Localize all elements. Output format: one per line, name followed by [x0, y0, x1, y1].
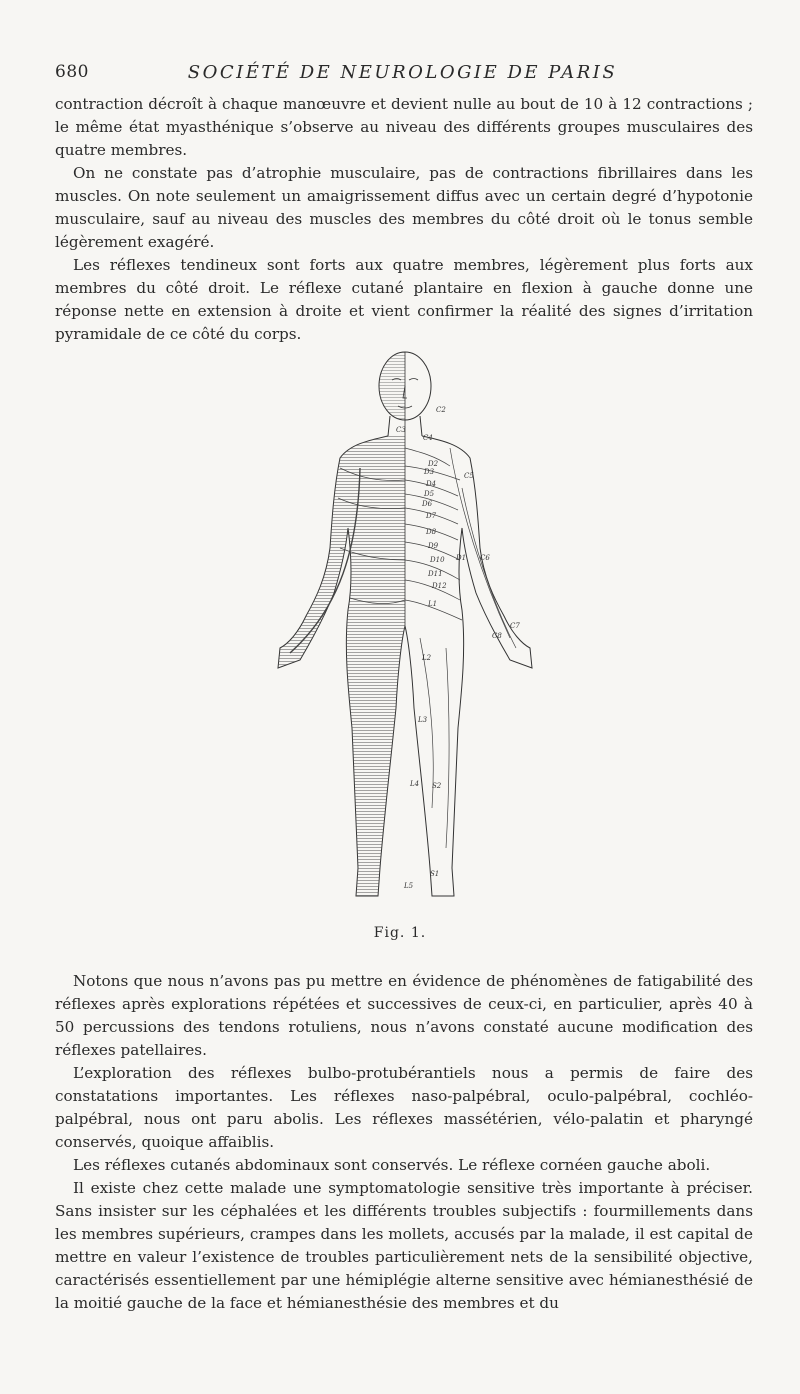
label-c7: C7	[510, 622, 520, 630]
running-title: SOCIÉTÉ DE NEUROLOGIE DE PARIS	[187, 62, 618, 83]
paragraph: contraction décroît à chaque manœuvre et devient nulle au bout de 10 à 12 contractions ; le même état myasthénique s’observe au niveau des différents groupes musculaires des quatre membres.	[55, 95, 753, 159]
label-l4: L4	[410, 780, 420, 788]
label-d7: D7	[426, 512, 437, 520]
label-l2: L2	[422, 654, 432, 662]
paragraph: Il existe chez cette malade une symptomatologie sensitive très importante à préciser. Sans insister sur les céphalées et les différents troubles subjectifs : fourmillements dans les membres supérieurs, crampes dans les mollets, accusés par la malade, il est capital de mettre en valeur l’existence de troubles particulièrement nets de la sensibilité objective, caractérisés essentiellement par une hémiplégie alterne sensitive avec hémianesthésié de la moitié gauche de la face et hémianesthésie des membres et du	[55, 1179, 753, 1312]
label-d9: D9	[428, 542, 439, 550]
label-s2: S2	[432, 782, 442, 790]
label-c2: C2	[436, 406, 446, 414]
label-d6: D6	[422, 500, 433, 508]
body-text-top	[55, 93, 753, 346]
body-diagram	[260, 348, 560, 916]
label-c3: C3	[396, 426, 406, 434]
label-d1: D1	[456, 554, 467, 562]
body-text-bottom	[55, 970, 753, 1315]
dermatome-lines	[290, 448, 516, 848]
label-d10: D10	[430, 556, 445, 564]
label-d2: D2	[428, 460, 439, 468]
page-header	[55, 62, 750, 86]
dermatome-figure	[260, 348, 560, 916]
paragraph: L’exploration des réflexes bulbo-protubérantiels nous a permis de faire des constatations importantes. Les réflexes naso-palpébral, oculo-palpébral, cochléo-palpébral, nous ont paru abolis. Les réflexes massétérien, vélo-palatin et pharyngé conservés, quoique affaiblis.	[55, 1064, 753, 1151]
page-number: 680	[55, 62, 89, 82]
label-l5: L5	[404, 882, 414, 890]
label-d5: D5	[424, 490, 435, 498]
label-c4: C4	[423, 434, 433, 442]
label-l1: L1	[428, 600, 438, 608]
label-d3: D3	[424, 468, 435, 476]
paragraph: Les réflexes cutanés abdominaux sont conservés. Le réflexe cornéen gauche aboli.	[73, 1156, 711, 1174]
label-c6: C6	[480, 554, 490, 562]
dermatome-labels	[396, 406, 520, 890]
label-l3: L3	[418, 716, 428, 724]
label-d12: D12	[432, 582, 447, 590]
paragraph: Notons que nous n’avons pas pu mettre en évidence de phénomènes de fatigabilité des réflexes après explorations répétées et successives de ceux-ci, en particulier, après 40 à 50 percussions des tendons rotuliens, nous n’avons constaté aucune modification des réflexes patellaires.	[55, 972, 753, 1059]
label-d4: D4	[426, 480, 437, 488]
label-c5: C5	[464, 472, 474, 480]
label-c8: C8	[492, 632, 502, 640]
paragraph: On ne constate pas d’atrophie musculaire, pas de contractions fibrillaires dans les muscles. On note seulement un amaigrissement diffus avec un certain degré d’hypotonie musculaire, sauf au niveau des muscles des membres du côté droit où le tonus semble légèrement exagéré.	[55, 164, 753, 251]
paragraph: Les réflexes tendineux sont forts aux quatre membres, légèrement plus forts aux membres du côté droit. Le réflexe cutané plantaire en flexion à gauche donne une réponse nette en extension à droite et vient confirmer la réalité des signes d’irritation pyramidale de ce côté du corps.	[55, 256, 753, 343]
hatched-half	[278, 352, 431, 896]
label-d8: D8	[426, 528, 437, 536]
label-s1: S1	[430, 870, 440, 878]
figure-caption: Fig. 1.	[373, 925, 427, 941]
label-d11: D11	[428, 570, 443, 578]
